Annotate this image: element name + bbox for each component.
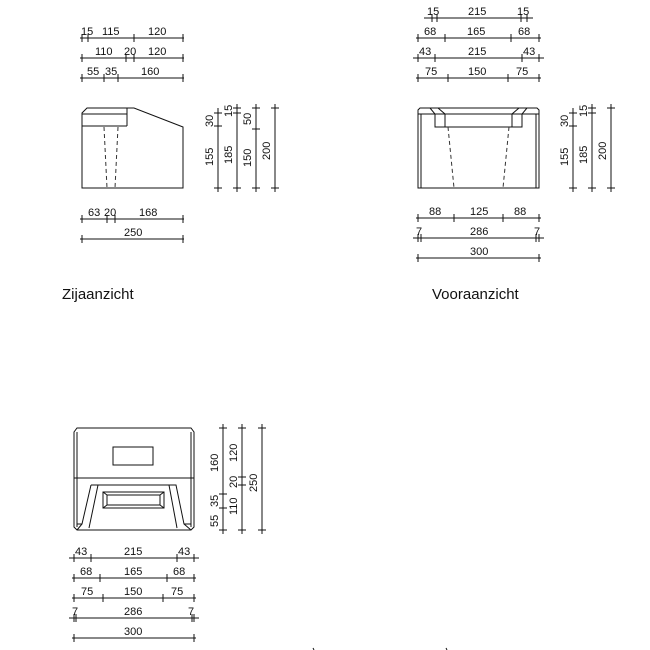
svg-text:185: 185: [223, 145, 235, 164]
svg-text:7: 7: [416, 226, 423, 238]
svg-text:75: 75: [81, 586, 94, 598]
svg-text:15: 15: [427, 6, 440, 18]
svg-text:7: 7: [534, 226, 541, 238]
svg-text:150: 150: [468, 66, 487, 78]
svg-text:165: 165: [467, 26, 486, 38]
top-view-shape: [74, 428, 194, 530]
svg-text:88: 88: [514, 206, 527, 218]
top-bottom-dimensions: [69, 546, 199, 642]
svg-text:68: 68: [80, 566, 93, 578]
svg-text:215: 215: [124, 546, 143, 558]
svg-text:43: 43: [178, 546, 191, 558]
svg-text:120: 120: [148, 46, 167, 58]
svg-text:155: 155: [559, 147, 571, 166]
svg-text:20: 20: [104, 207, 117, 219]
svg-text:20: 20: [124, 46, 137, 58]
svg-text:120: 120: [148, 26, 167, 38]
front-top-dimensions: [413, 6, 544, 82]
svg-text:300: 300: [470, 246, 489, 258]
svg-text:75: 75: [171, 586, 184, 598]
side-bottom-dimensions: [80, 207, 184, 243]
svg-text:30: 30: [204, 114, 216, 127]
svg-text:300: 300: [124, 626, 143, 638]
svg-text:15: 15: [223, 104, 235, 117]
front-bottom-dimensions: [413, 206, 544, 262]
svg-text:160: 160: [209, 453, 221, 472]
svg-text:68: 68: [424, 26, 437, 38]
svg-text:55: 55: [87, 66, 100, 78]
svg-text:286: 286: [124, 606, 143, 618]
svg-text:120: 120: [228, 443, 240, 462]
svg-text:200: 200: [597, 141, 609, 160]
svg-text:63: 63: [88, 207, 101, 219]
svg-text:50: 50: [242, 112, 254, 125]
svg-text:215: 215: [468, 46, 487, 58]
svg-text:15: 15: [517, 6, 530, 18]
top-right-dimensions: [209, 424, 266, 534]
side-right-dimensions: [204, 104, 279, 192]
svg-text:286: 286: [470, 226, 489, 238]
svg-text:43: 43: [523, 46, 536, 58]
svg-text:110: 110: [95, 46, 113, 58]
svg-text:43: 43: [419, 46, 432, 58]
svg-text:35: 35: [105, 66, 118, 78]
svg-text:75: 75: [516, 66, 529, 78]
svg-text:150: 150: [124, 586, 143, 598]
side-view-title: Zijaanzicht: [62, 286, 134, 303]
svg-text:68: 68: [173, 566, 186, 578]
svg-text:200: 200: [261, 141, 273, 160]
svg-text:75: 75: [425, 66, 438, 78]
svg-text:15: 15: [578, 104, 590, 117]
svg-text:7: 7: [188, 606, 195, 618]
svg-text:88: 88: [429, 206, 442, 218]
front-profile-shape: [418, 108, 539, 188]
side-profile-shape: [82, 108, 183, 188]
svg-text:115: 115: [102, 26, 120, 38]
front-view-title: Vooraanzicht: [432, 286, 519, 303]
front-view: [413, 6, 615, 262]
svg-text:155: 155: [204, 147, 216, 166]
svg-text:160: 160: [141, 66, 160, 78]
svg-text:150: 150: [242, 148, 254, 167]
side-view: [80, 26, 279, 243]
svg-text:168: 168: [139, 207, 158, 219]
svg-text:68: 68: [518, 26, 531, 38]
top-view: [69, 424, 266, 642]
svg-text:250: 250: [124, 227, 143, 239]
side-top-dimensions: [80, 26, 184, 82]
svg-text:215: 215: [468, 6, 487, 18]
svg-text:110: 110: [228, 497, 240, 515]
svg-text:125: 125: [470, 206, 489, 218]
svg-text:43: 43: [75, 546, 88, 558]
svg-text:165: 165: [124, 566, 143, 578]
svg-text:30: 30: [559, 114, 571, 127]
svg-text:55: 55: [209, 514, 221, 527]
svg-text:20: 20: [228, 475, 240, 488]
svg-text:15: 15: [81, 26, 94, 38]
svg-text:7: 7: [72, 606, 79, 618]
svg-text:185: 185: [578, 145, 590, 164]
svg-text:250: 250: [248, 473, 260, 492]
front-right-dimensions: [559, 104, 615, 192]
svg-text:35: 35: [209, 494, 221, 507]
